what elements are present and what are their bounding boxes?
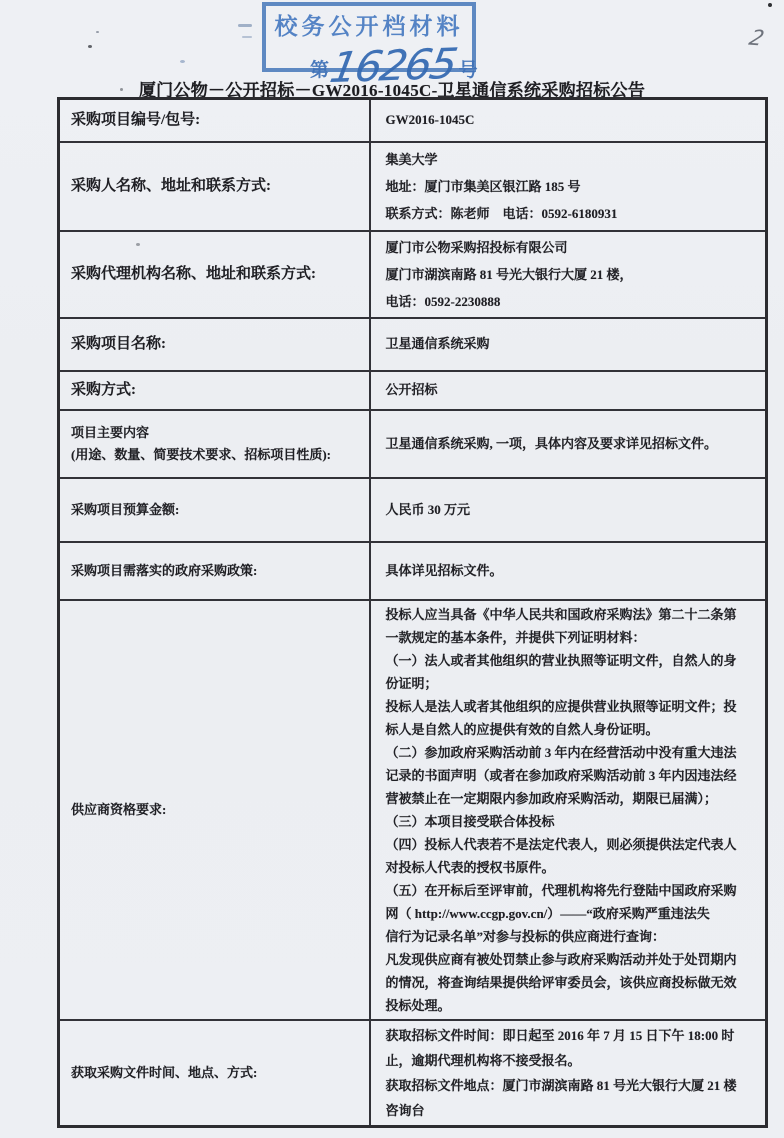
text-line: （四）投标人代表若不是法定代表人，则必须提供法定代表人 <box>385 836 737 852</box>
text-line: 集美大学 <box>385 151 438 167</box>
row-value <box>370 478 767 542</box>
text-line: 采购人名称、地址和联系方式: <box>71 177 271 194</box>
row-value <box>370 318 767 371</box>
text-line: 采购项目预算金额: <box>71 501 180 517</box>
handwritten-page-number: 2 <box>746 25 768 51</box>
row-value <box>370 410 767 478</box>
text-line: 电话：0592-2230888 <box>385 293 501 309</box>
text-line: 获取招标文件时间：即日起至 2016 年 7 月 15 日下午 18:00 时 <box>385 1027 735 1043</box>
table-row-main-content <box>59 410 767 478</box>
table-row-obtain <box>59 1020 767 1127</box>
row-label <box>59 542 370 600</box>
text-line: 采购代理机构名称、地址和联系方式: <box>71 265 316 282</box>
scan-speck <box>120 88 123 91</box>
text-line: 投标人应当具备《中华人民共和国政府采购法》第二十二条第 <box>385 606 737 622</box>
row-value <box>370 600 767 1020</box>
table-row-method <box>59 371 767 410</box>
text-line: 地址：厦门市集美区银江路 185 号 <box>385 178 581 194</box>
row-label <box>59 1020 370 1127</box>
row-label <box>59 318 370 371</box>
text-line: (用途、数量、简要技术要求、招标项目性质): <box>71 446 331 462</box>
text-line: 采购项目名称: <box>71 335 166 352</box>
text-line: 投标处理。 <box>385 997 451 1013</box>
text-line: （二）参加政府采购活动前 3 年内在经营活动中没有重大违法 <box>385 744 737 760</box>
row-value <box>370 1020 767 1127</box>
row-label <box>59 99 370 142</box>
scan-speck <box>180 60 185 63</box>
text-line: 供应商资格要求: <box>71 801 167 817</box>
table-row-purchaser <box>59 142 767 231</box>
row-label <box>59 410 370 478</box>
text-line: 网（ http://www.ccgp.gov.cn/）——“政府采购严重违法失 <box>385 905 710 921</box>
scan-speck <box>88 45 92 48</box>
text-line: 卫星通信系统采购, 一项，具体内容及要求详见招标文件。 <box>385 435 718 451</box>
stamp-serial-suffix: 号 <box>458 60 478 81</box>
row-label <box>59 231 370 318</box>
table-row-project-name <box>59 318 767 371</box>
text-line: 采购项目编号/包号: <box>71 111 201 128</box>
row-label <box>59 600 370 1020</box>
row-label <box>59 142 370 231</box>
text-line: （五）在开标后至评审前，代理机构将先行登陆中国政府采购 <box>385 882 737 898</box>
scan-speck <box>96 31 99 33</box>
text-line: 厦门市公物采购招投标有限公司 <box>385 239 568 255</box>
text-line: 采购方式: <box>71 381 136 398</box>
archive-stamp <box>262 2 478 93</box>
text-line: 项目主要内容 <box>71 424 150 440</box>
stamp-serial-number-handwritten: 16265 <box>326 38 460 93</box>
row-value <box>370 231 767 318</box>
row-label <box>59 371 370 410</box>
text-line: 投标人是法人或者其他组织的应提供营业执照等证明文件；投 <box>385 698 737 714</box>
text-line: 份证明； <box>385 675 438 691</box>
text-line: 营被禁止在一定期限内参加政府采购活动，期限已届满）； <box>385 790 718 806</box>
text-line: 采购项目需落实的政府采购政策: <box>71 562 258 578</box>
text-line: （一）法人或者其他组织的营业执照等证明文件，自然人的身 <box>385 652 737 668</box>
scan-speck <box>136 243 140 246</box>
text-line: 咨询台 <box>385 1102 425 1118</box>
table-row-agency <box>59 231 767 318</box>
table-row-policy <box>59 542 767 600</box>
announcement-table <box>57 97 768 1128</box>
text-line: 具体详见招标文件。 <box>385 562 503 578</box>
text-line: 的情况，将查询结果提供给评审委员会，该供应商投标做无效 <box>385 974 737 990</box>
row-value <box>370 371 767 410</box>
text-line: 信行为记录名单”对参与投标的供应商进行查询： <box>385 928 666 944</box>
row-value <box>370 99 767 142</box>
table-row-budget <box>59 478 767 542</box>
scan-speck <box>242 36 252 38</box>
row-value <box>370 542 767 600</box>
text-line: 卫星通信系统采购 <box>385 336 490 351</box>
text-line: 标人是自然人的应提供有效的自然人身份证明。 <box>385 721 659 737</box>
scan-speck <box>238 24 252 27</box>
document-title: 厦门公物－公开招标－GW2016-1045C-卫星通信系统采购招标公告 <box>138 81 646 100</box>
scan-speck <box>768 3 772 7</box>
text-line: 获取采购文件时间、地点、方式: <box>71 1064 258 1080</box>
text-line: 止，逾期代理机构将不接受报名。 <box>385 1052 581 1068</box>
stamp-serial-prefix: 第 <box>310 60 330 81</box>
text-line: 获取招标文件地点：厦门市湖滨南路 81 号光大银行大厦 21 楼 <box>385 1077 737 1093</box>
row-value <box>370 142 767 231</box>
text-line: 一款规定的基本条件，并提供下列证明材料： <box>385 629 646 645</box>
text-line: GW2016-1045C <box>385 112 475 128</box>
text-line: 联系方式：陈老师 电话：0592-6180931 <box>385 205 618 221</box>
stamp-title: 校务公开档材料 <box>274 14 464 39</box>
text-line: 对投标人代表的授权书原件。 <box>385 859 555 875</box>
row-label <box>59 478 370 542</box>
text-line: 凡发现供应商有被处罚禁止参与政府采购活动并处于处罚期内 <box>385 951 737 967</box>
text-line: （三）本项目接受联合体投标 <box>385 813 555 829</box>
text-line: 记录的书面声明（或者在参加政府采购活动前 3 年内因违法经 <box>385 767 737 783</box>
text-line: 厦门市湖滨南路 81 号光大银行大厦 21 楼， <box>385 266 633 282</box>
table-row-project-no <box>59 99 767 142</box>
table-row-qualification <box>59 600 767 1020</box>
text-line: 人民币 30 万元 <box>385 501 471 517</box>
text-line: 公开招标 <box>385 382 438 397</box>
